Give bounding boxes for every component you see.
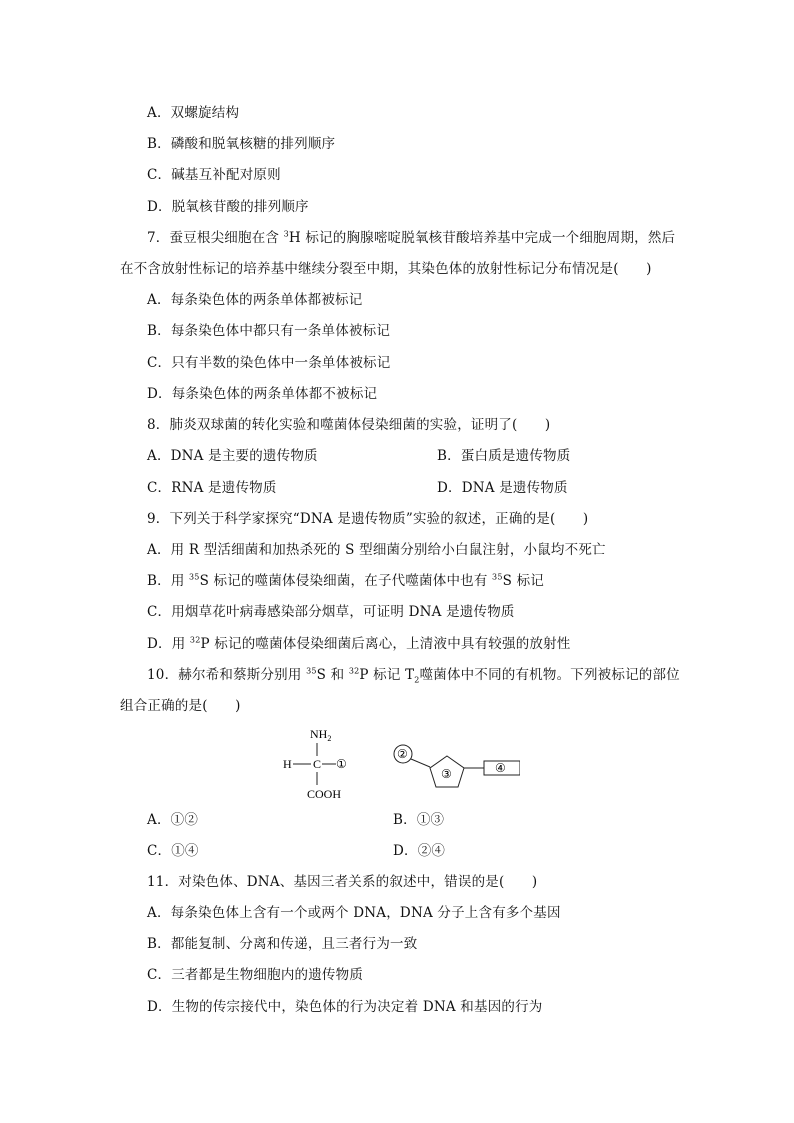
q9-option-a: A．用 R 型活细菌和加热杀死的 S 型细菌分别给小白鼠注射，小鼠均不死亡	[147, 542, 606, 558]
q8-option-d: D．DNA 是遗传物质	[437, 480, 568, 496]
q9-option-d: D．用 $^{32}$P 标记的噬菌体侵染细菌后离心，上清液中具有较强的放射性	[147, 635, 571, 652]
label-4: ④	[495, 761, 506, 775]
q11-stem: 11．对染色体、DNA、基因三者关系的叙述中，错误的是( )	[147, 874, 538, 890]
q7-option-a: A．每条染色体的两条单体都被标记	[147, 292, 363, 308]
c-label: C	[313, 757, 322, 771]
q9-option-c: C．用烟草花叶病毒感染部分烟草，可证明 DNA 是遗传物质	[147, 604, 515, 620]
label-2: ②	[397, 747, 408, 761]
q10-structure-figure	[280, 725, 520, 805]
q6-option-d: D．脱氧核苷酸的排列顺序	[147, 199, 309, 215]
q10-option-a: A．①②	[147, 812, 199, 828]
q10-option-b: B．①③	[393, 812, 445, 828]
q8-option-b: B．蛋白质是遗传物质	[437, 448, 571, 464]
q6-option-b: B．磷酸和脱氧核糖的排列顺序	[147, 136, 336, 152]
q11-option-a: A．每条染色体上含有一个或两个 DNA，DNA 分子上含有多个基因	[147, 905, 561, 921]
cooh-label: COOH	[307, 787, 342, 801]
q7-option-c: C．只有半数的染色体中一条单体被标记	[147, 355, 391, 371]
q8-option-c: C．RNA 是遗传物质	[147, 480, 277, 496]
q7-option-b: B．每条染色体中都只有一条单体被标记	[147, 323, 391, 339]
q8-stem: 8．肺炎双球菌的转化实验和噬菌体侵染细菌的实验，证明了( )	[147, 417, 551, 433]
q10-stem-line2: 组合正确的是( )	[120, 698, 241, 714]
q10-option-c: C．①④	[147, 843, 199, 859]
q9-stem: 9．下列关于科学家探究“DNA 是遗传物质”实验的叙述，正确的是( )	[147, 511, 589, 527]
label-1: ①	[336, 757, 347, 771]
q7-stem-line2: 在不含放射性标记的培养基中继续分裂至中期，其染色体的放射性标记分布情况是( )	[120, 261, 652, 277]
h-label: H	[283, 757, 292, 771]
q6-option-a: A．双螺旋结构	[147, 105, 240, 121]
q11-option-d: D．生物的传宗接代中，染色体的行为决定着 DNA 和基因的行为	[147, 999, 543, 1015]
q10-option-d: D．②④	[393, 843, 446, 859]
q10-stem: 10．赫尔希和蔡斯分别用 $^{35}$S 和 $^{32}$P 标记 $T_2$噬菌体中不同的有机物。下列被标记的部位	[147, 666, 680, 685]
q11-option-c: C．三者都是生物细胞内的遗传物质	[147, 967, 364, 983]
bond-phosphate-sugar	[411, 759, 430, 767]
q9-option-b: B．用 $^{35}$S 标记的噬菌体侵染细菌，在子代噬菌体中也有 $^{35}$S 标记	[147, 572, 544, 589]
q8-option-a: A．DNA 是主要的遗传物质	[147, 448, 318, 464]
nh2-label: $NH_2$	[310, 727, 332, 743]
q6-option-c: C．碱基互补配对原则	[147, 167, 281, 183]
q7-option-d: D．每条染色体的两条单体都不被标记	[147, 386, 378, 402]
q7-stem: 7．蚕豆根尖细胞在含 $^3$H 标记的胸腺嘧啶脱氧核苷酸培养基中完成一个细胞周期，然后	[147, 229, 676, 246]
label-3: ③	[441, 767, 452, 781]
q11-option-b: B．都能复制、分离和传递，且三者行为一致	[147, 936, 418, 952]
